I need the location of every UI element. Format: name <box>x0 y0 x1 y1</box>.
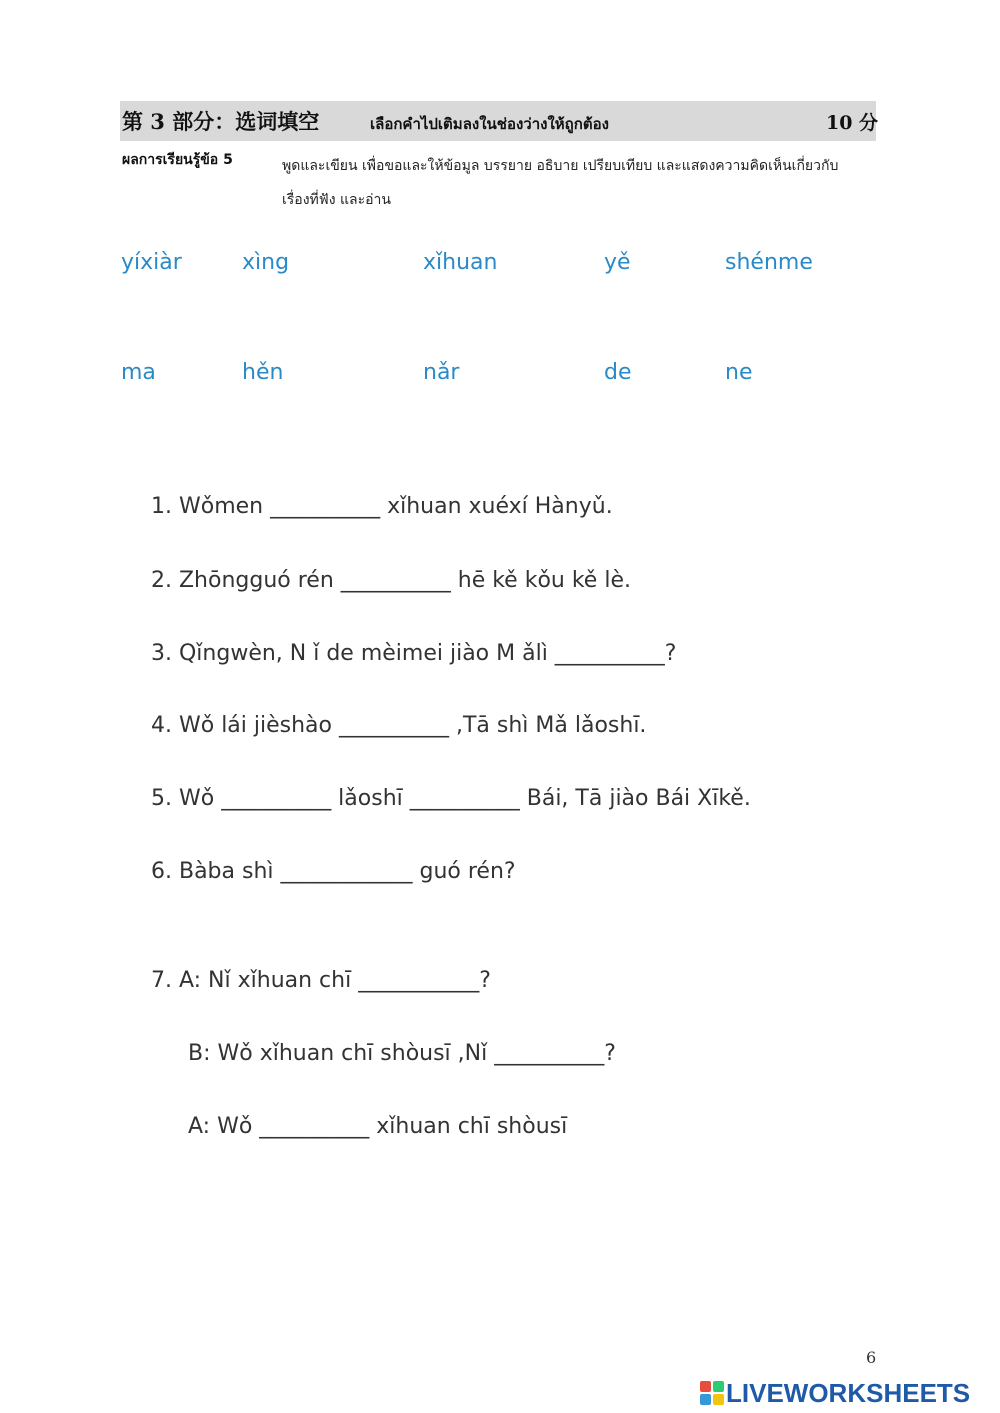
word-bank-item[interactable]: de <box>604 360 632 385</box>
word-bank-item[interactable]: yíxiàr <box>121 250 182 275</box>
word-bank-item[interactable]: xìng <box>242 250 290 275</box>
liveworksheets-logo-icon <box>700 1381 724 1405</box>
dialogue-line-a2: A: Wǒ __________ xǐhuan chī shòusī <box>188 1114 568 1139</box>
word-bank-item[interactable]: ne <box>725 360 753 385</box>
liveworksheets-brand[interactable] <box>700 1378 970 1408</box>
word-bank-item[interactable]: xǐhuan <box>423 250 498 275</box>
word-bank-item[interactable]: hěn <box>242 360 284 385</box>
dialogue-line-a1: 7. A: Nǐ xǐhuan chī ___________? <box>151 968 491 993</box>
question-5: 5. Wǒ __________ lǎoshī __________ Bái, Tā jiào Bái Xīkě. <box>151 786 751 811</box>
section-instruction: เลือกคำไปเติมลงในช่องว่างให้ถูกต้อง <box>370 115 609 133</box>
question-1: 1. Wǒmen __________ xǐhuan xuéxí Hànyǔ. <box>151 494 613 519</box>
section-points: 10 分 <box>826 112 879 134</box>
dialogue-line-b: B: Wǒ xǐhuan chī shòusī ,Nǐ __________? <box>188 1041 616 1066</box>
section-title: 第 3 部分：选词填空 <box>122 109 320 134</box>
brand-text: LIVEWORKSHEETS <box>726 1377 971 1408</box>
word-bank-item[interactable]: yě <box>604 250 631 275</box>
question-3: 3. Qǐngwèn, N ǐ de mèimei jiào M ǎlì __________? <box>151 641 677 666</box>
outcome-text: พูดและเขียน เพื่อขอและให้ข้อมูล บรรยาย อธิบาย เปรียบเทียบ และแสดงความคิดเห็นเกี่ยวกับเรื่องที่ฟัง และอ่าน <box>282 158 839 208</box>
outcome-label: ผลการเรียนรู้ข้อ 5 <box>122 152 233 168</box>
question-2: 2. Zhōngguó rén __________ hē kě kǒu kě lè. <box>151 568 631 593</box>
word-bank-item[interactable]: nǎr <box>423 360 460 385</box>
word-bank-item[interactable]: shénme <box>725 250 813 275</box>
question-4: 4. Wǒ lái jièshào __________ ,Tā shì Mǎ lǎoshī. <box>151 713 647 738</box>
question-6: 6. Bàba shì ____________ guó rén? <box>151 859 516 884</box>
word-bank-item[interactable]: ma <box>121 360 156 385</box>
page-number: 6 <box>866 1348 877 1367</box>
